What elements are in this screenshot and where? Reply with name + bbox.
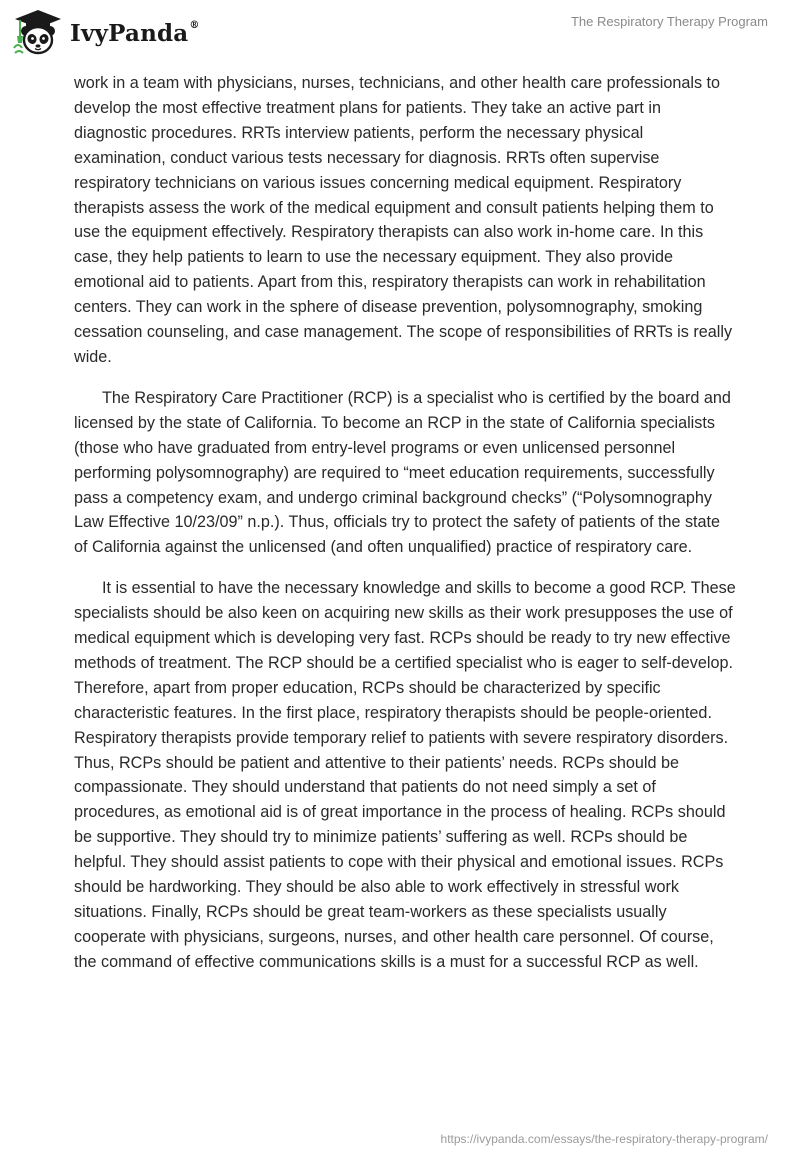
- paragraph: The Respiratory Care Practitioner (RCP) is a specialist who is certified by the board and licensed by the state of California. To become an RCP in the state of California specialists (those who have graduated from entry-level programs or even unlicensed personnel performing polysomnography) are required to “meet education requirements, successfully pass a competency exam, and undergo criminal background checks” (“Polysomnography Law Effective 10/23/09” n.p.). Thus, officials try to protect the safety of patients of the state of California against the unlicensed (and often unqualified) practice of respiratory care.: [74, 388, 731, 557]
- panda-graduate-icon: [12, 8, 64, 56]
- paragraph: work in a team with physicians, nurses, technicians, and other health care professionals to develop the most effective treatment plans for patients. They take an active part in diagnostic procedures. RRTs interview patients, perform the necessary physical examination, conduct various tests necessary for diagnosis. RRTs often supervise respiratory technicians on various issues concerning medical equipment. Respiratory therapists assess the work of the medical equipment and consult patients helping them to use the equipment effectively. Respiratory therapists can also work in-home care. In this case, they help patients to learn to use the necessary equipment. They also provide emotional aid to patients. Apart from this, respiratory therapists can work in rehabilitation centers. They can work in the sphere of disease prevention, polysomnography, smoking cessation counseling, and case management. The scope of responsibilities of RRTs is really wide.: [74, 74, 733, 366]
- registered-mark: ®: [189, 19, 200, 31]
- document-title: The Respiratory Therapy Program: [570, 14, 768, 29]
- paragraph: It is essential to have the necessary knowledge and skills to become a good RCP. These specialists should be also keen on acquiring new skills as their work presupposes the use of medical equipment which is developing very fast. RCPs should be ready to try new effective methods of treatment. The RCP should be a certified specialist who is eager to self-develop. Therefore, apart from proper education, RCPs should be characterized by specific characteristic features. In the first place, respiratory therapists should be people-oriented. Respiratory therapists provide temporary relief to patients with severe respiratory disorders. Thus, RCPs should be patient and attentive to their patients’ needs. RCPs should be compassionate. They should understand that patients do not need simply a set of procedures, as emotional aid is of great importance in the process of healing. RCPs should be supportive. They should try to minimize patients’ suffering as well. RCPs should be helpful. They should assist patients to cope with their physical and emotional issues. RCPs should be hardworking. They should be also able to work effectively in stressful work situations. Finally, RCPs should be great team-workers as these specialists usually cooperate with physicians, surgeons, nurses, and other health care personnel. Of course, the command of effective communications skills is a must for a successful RCP as well.: [74, 579, 736, 971]
- source-url[interactable]: https://ivypanda.com/essays/the-respiratory-therapy-program/: [440, 1132, 768, 1146]
- brand-name: [70, 20, 200, 47]
- essay-body: [74, 71, 736, 991]
- page-header: [0, 0, 800, 70]
- brand-logo[interactable]: [12, 8, 200, 56]
- brand-name-text: IvyPanda: [70, 19, 189, 47]
